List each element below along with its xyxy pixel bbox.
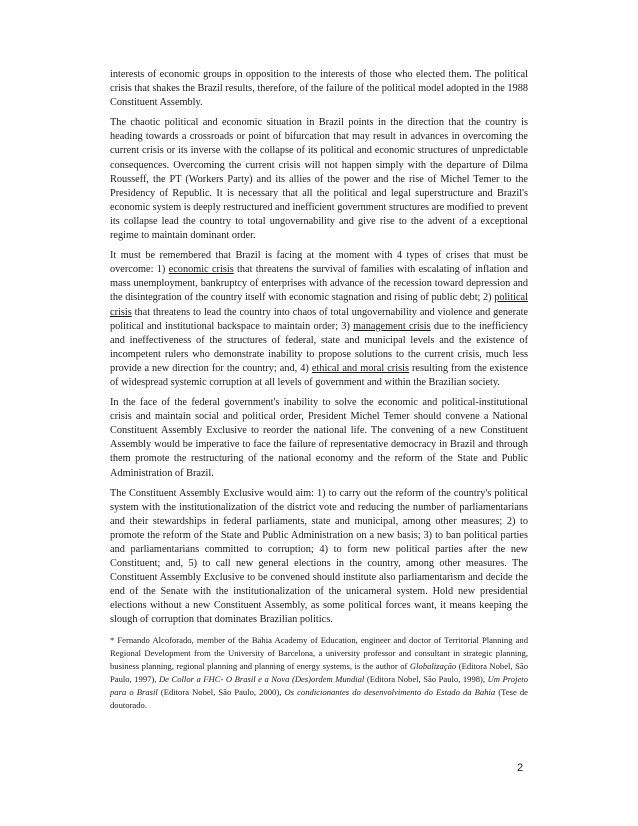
paragraph-4: In the face of the federal government's inability to solve the economic and political-institutional crisis and maintain social and political order, President Michel Temer should convene a National Constituent Assembly Exclusive to reorder the national life. The convening of a new Constituent Assembly would be imperative to face the failure of representative democracy in Brazil and through them promote the restructuring of the national economy and the reform of the State and Public Administration of Brazil.: [110, 397, 528, 479]
paragraph-3-text: It must be remembered that Brazil is facing at the moment with 4 types of crises that must be overcome: 1): [110, 250, 528, 276]
author-footnote: [110, 634, 528, 712]
paragraph-3: [110, 249, 528, 390]
paragraph-3-text: that threatens to lead the country into chaos of total ungovernability and violence and generate political and institutional backspace to maintain order; 3): [110, 306, 528, 332]
paragraph-1: interests of economic groups in opposition to the interests of those who elected them. The political crisis that shakes the Brazil results, therefore, of the failure of the political model adopted in the 1988 Constituent Assembly.: [110, 69, 528, 109]
paragraph-3-text: resulting from the existence of widespread systemic corruption at all levels of government and within the Brazilian society.: [110, 362, 528, 388]
book-title: Um Projeto para o Brasil: [110, 673, 528, 697]
book-title: Globalização: [409, 660, 457, 671]
ethical-moral-crisis-term: ethical and moral crisis: [311, 362, 409, 374]
book-title: Os condicionantes do desenvolvimento do Estado da Bahia: [284, 686, 496, 697]
footnote-text: (Tese de doutorado.: [110, 686, 528, 710]
document-body: [110, 68, 528, 712]
paragraph-3-text: that threatens the survival of families with escalating of inflation and mass unemployment, bankruptcy of enterprises with advance of the recession toward depression and the disintegration of the country itself with economic stagnation and rising of public debt; 2): [110, 264, 529, 304]
footnote-text: (Editora Nobel, São Paulo, 2000),: [157, 686, 285, 697]
paragraph-5: The Constituent Assembly Exclusive would aim: 1) to carry out the reform of the country's political system with the institutionalization of the district vote and reducing the number of parliamentarians and their stewardships in federal parliaments, state and municipal, among other measures; 2) to promote the reform of the State and Public Administration on a new basis; 3) to ban political parties and parliamentarians committed to corruption; 4) to form new political parties after the new Constituent; and, 5) to call new general elections in the country, among other measures. The Constituent Assembly Exclusive to be convened should institute also parliamentarism and decide the end of the Senate with the institutionalization of the unicameral system. Hold new presidential elections without a new Constituent Assembly, as some political forces want, it means keeping the slough of corruption that dominates Brazilian politics.: [110, 487, 528, 626]
political-crisis-term: political crisis: [110, 292, 528, 318]
paragraph-2: The chaotic political and economic situation in Brazil points in the direction that the country is heading towards a crossroads or point of bifurcation that may result in advances in overcoming the current crisis or its inverse with the collapse of its political and economic structures of unpredictable consequences. Overcoming the current crisis will not happen simply with the departure of Dilma Rousseff, the PT (Workers Party) and its allies of the power and the rise of Michel Temer to the Presidency of Republic. It is necessary that all the political and legal superstructure and Brazil's economic system is deeply restructured and inefficient government structures are modified to prevent its collapse lead the country to total ungovernability and give rise to the advent of a exceptional regime to maintain dominant order.: [110, 117, 528, 242]
management-crisis-term: management crisis: [353, 320, 431, 332]
footnote-text: * Fernando Alcoforado, member of the Bahia Academy of Education, engineer and doctor of Territorial Planning and Regional Development from the University of Barcelona, a university professor and consultant in strategic planning, business planning, regional planning and planning of energy systems, is the author of: [110, 634, 528, 671]
footnote-text: (Editora Nobel, São Paulo, 1997),: [110, 660, 528, 684]
economic-crisis-term: economic crisis: [168, 264, 234, 276]
book-title: De Collor a FHC- O Brasil e a Nova (Des)ordem Mundial: [158, 673, 365, 684]
page-number: 2: [517, 762, 524, 774]
footnote-text: (Editora Nobel, São Paulo, 1998),: [364, 673, 488, 684]
paragraph-3-text: due to the inefficiency and ineffectiveness of the structures of federal, state and municipal levels and the existence of incompetent rulers who demonstrate inability to propose solutions to the current crisis, much less provide a new direction for the country; and, 4): [110, 320, 529, 374]
